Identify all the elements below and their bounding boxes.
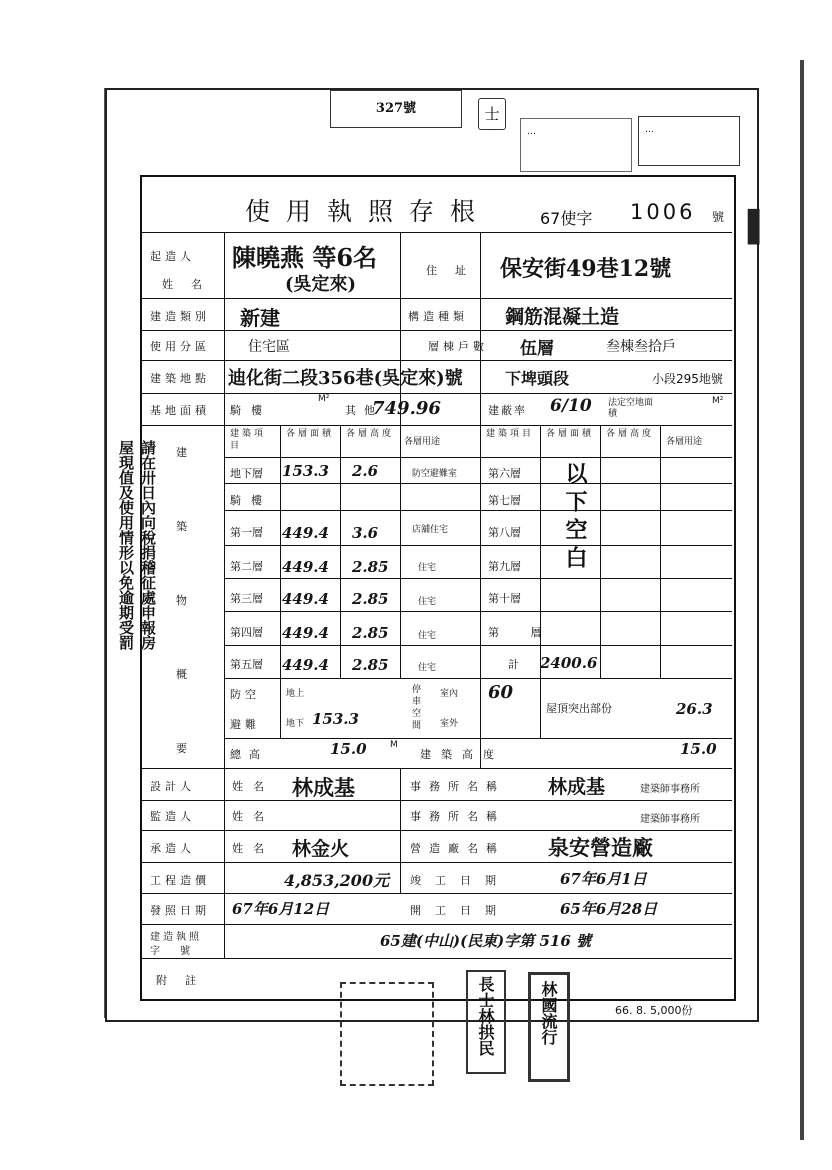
line-r4: [140, 360, 732, 361]
line-b3: [224, 510, 732, 511]
permit-value: 65建(中山)(民東)字第 516 號: [380, 932, 592, 950]
floor-5: 第五層: [230, 658, 263, 671]
vline-b-use2: [660, 425, 661, 678]
line-r12: [140, 924, 732, 925]
bottom-right-stamp: [528, 972, 570, 1082]
supervisor-label: 監造人: [150, 810, 195, 823]
designer-name-label: 姓名: [232, 780, 274, 793]
contractor-value: 林金火: [292, 838, 350, 860]
line-b6: [224, 611, 732, 612]
side-note-col2: 屋現值及使用情形以免逾期受罰: [117, 440, 135, 650]
right-note-1: …: [527, 127, 536, 137]
area-5: 449.4: [282, 656, 329, 674]
permit-number: 1006: [630, 200, 696, 224]
vline-mid2-top: [480, 232, 481, 425]
site-value: 迪化街二段356巷(吳定來)號: [228, 368, 463, 389]
bottom-mid-text: 長士林拱民: [476, 976, 495, 1056]
cost-value: 4,853,200元: [284, 871, 390, 890]
contractor-label: 承造人: [150, 842, 195, 855]
line-b2: [224, 483, 732, 484]
shelter-label-1: 防空: [230, 688, 260, 701]
floor-b1: 地下層: [230, 467, 263, 480]
area-3: 449.4: [282, 590, 329, 608]
designer-office-value: 林成基: [548, 776, 606, 798]
roof-value: 26.3: [676, 700, 713, 718]
builder-label-2: 姓名: [162, 278, 220, 291]
floor-3: 第三層: [230, 592, 263, 605]
use-5: 住宅: [418, 663, 437, 673]
buildings-value: 叁棟叁拾戶: [606, 339, 676, 355]
total-height-label: 總高: [230, 748, 268, 761]
cost-label: 工程造價: [150, 874, 210, 887]
open-value: 65年6月28日: [560, 900, 658, 918]
right-edge-fragment: ▌: [748, 210, 772, 245]
line-b4: [224, 545, 732, 546]
floors-value: 伍層: [520, 339, 554, 359]
col-height: 各層高度: [346, 429, 395, 439]
address-value: 保安街49巷12號: [500, 256, 672, 282]
vline-b-area2: [540, 425, 541, 738]
vline-b-area: [280, 425, 281, 738]
permit-label-2: 字號: [150, 946, 210, 957]
col-use: 各層用途: [404, 437, 441, 447]
height-b1: 2.6: [352, 462, 379, 480]
site-label: 建築地點: [150, 372, 210, 385]
company-label: 營造廠名稱: [410, 842, 505, 855]
floor-6: 第六層: [488, 467, 521, 480]
form-title: 使用執照存根: [245, 197, 492, 226]
builder-value-2: (吳定來): [285, 274, 357, 295]
zone-label: 使用分區: [150, 340, 210, 353]
builder-value: 陳曉燕 等6名: [232, 243, 378, 272]
area-4: 449.4: [282, 624, 329, 642]
legal-label: 法定空地面積: [608, 398, 654, 419]
above-ground: 地上: [286, 689, 305, 699]
floor-7: 第七層: [488, 494, 521, 507]
right-note-2: …: [645, 125, 654, 135]
use-3: 住宅: [418, 597, 437, 607]
col-area: 各層面積: [286, 429, 335, 439]
open-label: 開工日期: [410, 904, 510, 917]
permit-number-prefix: 67使字: [540, 209, 593, 228]
contractor-name-label: 姓名: [232, 842, 274, 855]
total-area-value: 2400.6: [540, 654, 598, 672]
floor-arcade: 騎樓: [230, 494, 272, 507]
line-r9: [140, 830, 732, 831]
floor-8: 第八層: [488, 526, 521, 539]
bottom-stamp-frame: [340, 982, 434, 1086]
vline-b-mid: [480, 425, 481, 768]
use-4: 住宅: [418, 631, 437, 641]
arcade-m2: M²: [318, 394, 330, 404]
use-2: 住宅: [418, 563, 437, 573]
build-height-label: 建築高度: [420, 748, 504, 761]
lot-value: 小段295地號: [652, 372, 723, 386]
col-use2: 各層用途: [666, 437, 703, 447]
area-1: 449.4: [282, 524, 329, 542]
use-type-label: 建造類別: [150, 310, 210, 323]
use-1: 店舖住宅: [412, 525, 449, 535]
other-value: 749.96: [372, 398, 441, 419]
build-height-value: 15.0: [680, 740, 717, 758]
floor-9: 第九層: [488, 560, 521, 573]
supervisor-name-label: 姓名: [232, 810, 274, 823]
col-item: 建築項目: [230, 429, 267, 451]
col-item2: 建築項目: [486, 429, 535, 439]
indoor-label: 室內: [440, 689, 459, 699]
vline-label: [224, 232, 225, 768]
line-r1: [140, 232, 732, 233]
col-height2: 各層高度: [606, 429, 655, 439]
line-b8: [224, 678, 732, 679]
line-b9: [224, 738, 732, 739]
height-3: 2.85: [352, 590, 389, 608]
builder-label-1: 起造人: [150, 250, 195, 263]
use-b1: 防空避難室: [412, 469, 458, 479]
zone-value: 住宅區: [248, 339, 290, 355]
floor-10: 第十層: [488, 592, 521, 605]
address-label: 住址: [426, 264, 484, 277]
total-height-value: 15.0: [330, 740, 367, 758]
permit-number-suffix: 號: [712, 210, 725, 224]
print-info: 66. 8. 5,000份: [615, 1004, 693, 1017]
building-side-4: 概: [176, 668, 191, 681]
line-r11: [140, 893, 732, 894]
permit-label-1: 建造執照: [150, 932, 202, 943]
floor-2: 第二層: [230, 560, 263, 573]
line-r8: [140, 800, 732, 801]
total-height-m: M: [390, 740, 398, 750]
area-b1: 153.3: [282, 462, 329, 480]
supervisor-architect-suffix: 建築師事務所: [640, 814, 700, 825]
side-note-col1: 請在卅日內向稅捐稽征處申報房: [139, 440, 157, 650]
use-type-value: 新建: [240, 306, 280, 330]
line-b7: [224, 645, 732, 646]
completion-value: 67年6月1日: [560, 870, 647, 888]
floor-1: 第一層: [230, 526, 263, 539]
floor-total: 計: [508, 658, 519, 671]
height-1: 3.6: [352, 524, 379, 542]
note-label: 附註: [156, 974, 214, 987]
top-stamp-text: 327號: [375, 101, 417, 116]
shelter-label-2: 避難: [230, 718, 260, 731]
right-receive-stamp-2: [638, 116, 740, 166]
designer-value: 林成基: [292, 775, 355, 800]
outdoor-label: 室外: [440, 719, 459, 729]
designer-label: 設計人: [150, 780, 195, 793]
other-label: 其他: [345, 404, 383, 417]
supervisor-office-label: 事務所名稱: [410, 810, 505, 823]
coverage-value: 6/10: [550, 396, 592, 416]
scan-edge-right: [800, 60, 804, 1140]
floor-n: 第 層: [488, 626, 556, 639]
line-b5: [224, 578, 732, 579]
vline-lower-mid: [400, 768, 401, 893]
height-5: 2.85: [352, 656, 389, 674]
height-4: 2.85: [352, 624, 389, 642]
line-b1: [224, 457, 732, 458]
line-r6: [140, 425, 732, 426]
bottom-right-text: 林國流行: [539, 981, 558, 1045]
vline-b-use: [400, 425, 401, 678]
building-side-5: 要: [176, 742, 191, 755]
line-r10: [140, 862, 732, 863]
designer-office-label: 事務所名稱: [410, 780, 505, 793]
area-2: 449.4: [282, 558, 329, 576]
line-r7: [140, 768, 732, 769]
line-r3: [140, 330, 732, 331]
building-side-3: 物: [176, 594, 191, 607]
right-receive-stamp: [520, 118, 632, 172]
top-stamp: [330, 90, 462, 128]
side-stamp: [478, 98, 506, 130]
floor-4: 第四層: [230, 626, 263, 639]
vline-lower: [224, 768, 225, 958]
parking-label: 停車空間: [412, 685, 422, 731]
structure-label: 構造種類: [408, 310, 468, 323]
issue-value: 67年6月12日: [232, 900, 330, 918]
legal-m2: M²: [712, 396, 724, 406]
arcade-label: 騎樓: [230, 404, 272, 417]
line-r13: [140, 958, 732, 959]
roof-label: 屋頂突出部份: [546, 702, 612, 715]
height-2: 2.85: [352, 558, 389, 576]
side-stamp-text: 士: [484, 105, 500, 123]
right-blank-note: 以下空白: [562, 462, 588, 574]
issue-label: 發照日期: [150, 904, 210, 917]
below-ground: 地下: [286, 719, 305, 729]
coverage-label: 建蔽率: [488, 404, 527, 417]
line-r5: [140, 393, 732, 394]
architect-suffix: 建築師事務所: [640, 784, 700, 795]
parking-value: 60: [488, 682, 514, 703]
col-area2: 各層面積: [546, 429, 595, 439]
shelter-value: 153.3: [312, 710, 359, 728]
floors-label: 層棟戶數: [428, 340, 488, 353]
line-r2: [140, 298, 732, 299]
structure-value: 鋼筋混凝土造: [505, 306, 620, 328]
completion-label: 竣工日期: [410, 874, 510, 887]
building-side-2: 築: [176, 520, 191, 533]
vline-mid-top: [400, 232, 401, 425]
lot-label: 下埤頭段: [505, 369, 570, 388]
company-value: 泉安營造廠: [548, 835, 653, 860]
vline-b-height: [340, 425, 341, 678]
building-side-1: 建: [176, 446, 191, 459]
vline-b-height2: [600, 425, 601, 678]
bottom-mid-stamp: [466, 970, 506, 1074]
area-label: 基地面積: [150, 404, 210, 417]
